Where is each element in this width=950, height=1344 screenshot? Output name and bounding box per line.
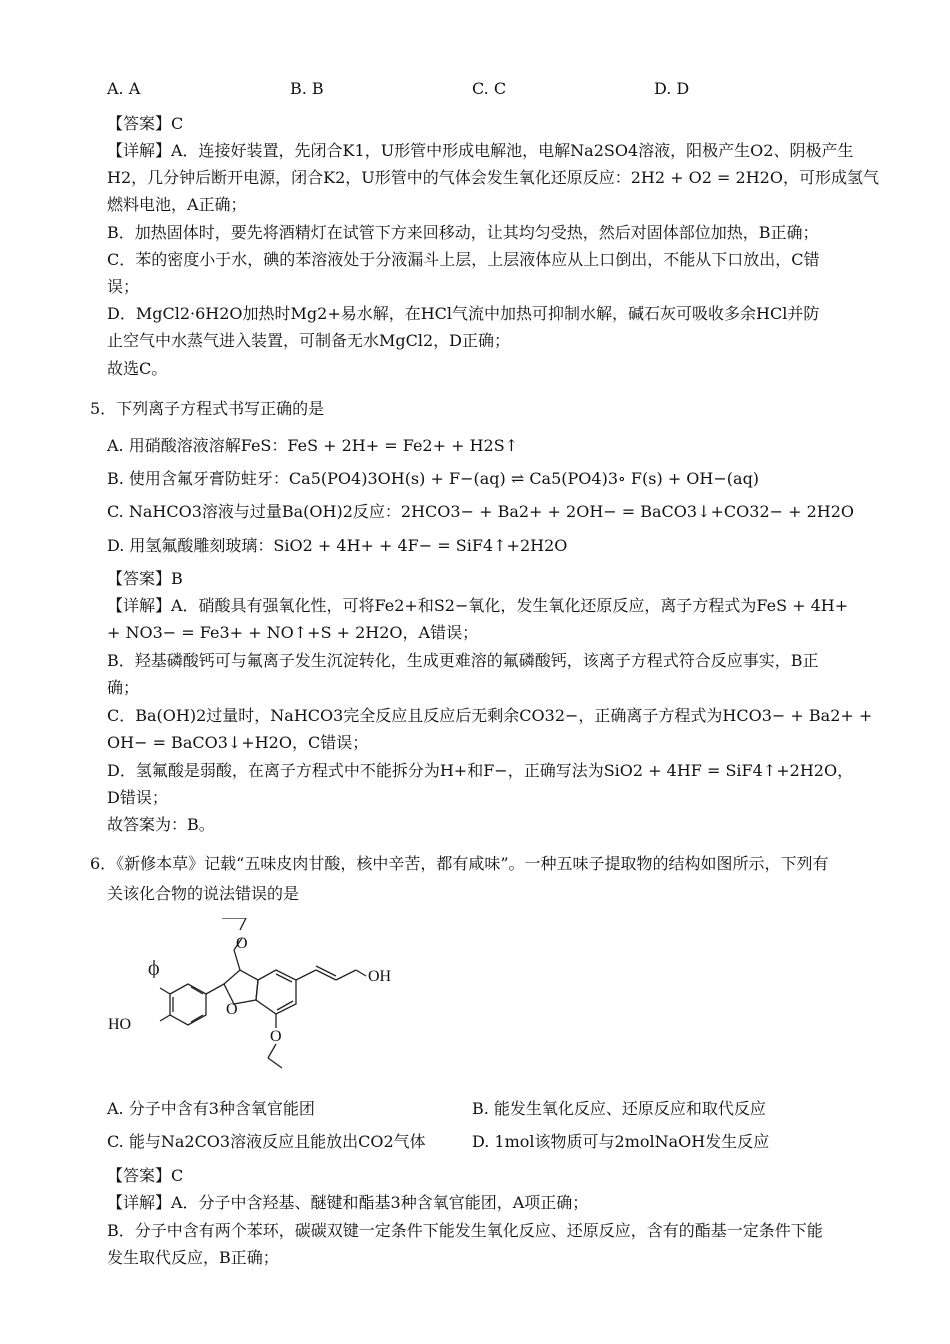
- q4-answer: 【答案】C: [107, 114, 184, 133]
- q6-detail-line: B．分子中含有两个苯环，碳碳双键一定条件下能发生氧化反应、还原反应，含有的酯基一定条件下能: [107, 1221, 823, 1240]
- q6-option-d: D. 1mol该物质可与2molNaOH发生反应: [472, 1132, 770, 1151]
- left-benzene-ring: [170, 984, 206, 1025]
- q5-detail-line: C．Ba(OH)2过量时，NaHCO3完全反应且反应后无剩余CO32−，正确离子方程式为HCO3− + Ba2+ +: [107, 706, 873, 725]
- q6-answer: 【答案】C: [107, 1166, 184, 1185]
- o-label: O: [270, 1028, 282, 1045]
- chemical-structure-diagram: [100, 918, 400, 1086]
- q4-option-b: B. B: [290, 79, 324, 98]
- q4-detail-line: 【详解】A．连接好装置，先闭合K1，U形管中形成电解池，电解Na2SO4溶液，阳极产生O2、阴极产生: [107, 141, 854, 160]
- q4-option-d: D. D: [654, 79, 690, 98]
- q6-detail-line: 发生取代反应，B正确；: [107, 1248, 279, 1267]
- q5-detail-line: 【详解】A．硝酸具有强氧化性，可将Fe2+和S2−氧化，发生氧化还原反应，离子方程式为FeS + 4H+: [107, 596, 849, 615]
- q6-option-b: B. 能发生氧化反应、还原反应和取代反应: [472, 1099, 766, 1118]
- q4-detail-line: 误；: [107, 277, 140, 296]
- q5-option-d: D. 用氢氟酸雕刻玻璃：SiO2 + 4H+ + 4F− = SiF4↑+2H2O: [107, 536, 568, 555]
- q5-detail-line: 确；: [107, 678, 140, 697]
- q5-detail-line: OH− = BaCO3↓+H2O，C错误；: [107, 733, 369, 752]
- q5-detail-line: + NO3− = Fe3+ + NO↑+S + 2H2O，A错误；: [107, 623, 479, 642]
- q4-detail-line: C．苯的密度小于水，碘的苯溶液处于分液漏斗上层，上层液体应从上口倒出，不能从下口放出，C错: [107, 250, 820, 269]
- q5-stem: 5．下列离子方程式书写正确的是: [90, 399, 325, 418]
- q5-detail-line: D错误；: [107, 788, 168, 807]
- q6-stem-line: 关该化合物的说法错误的是: [107, 884, 300, 903]
- o-label: O: [236, 935, 248, 952]
- q5-detail-line: 故答案为：B。: [107, 815, 215, 834]
- q5-option-a: A. 用硝酸溶液溶解FeS：FeS + 2H+ = Fe2+ + H2S↑: [107, 436, 519, 455]
- q4-detail-line: 故选C。: [107, 359, 168, 378]
- q5-option-c: C. NaHCO3溶液与过量Ba(OH)2反应：2HCO3− + Ba2+ + 2OH− = BaCO3↓+CO32− + 2H2O: [107, 502, 855, 521]
- q6-option-c: C. 能与Na2CO3溶液反应且能放出CO2气体: [107, 1132, 426, 1151]
- o-label: O: [226, 1001, 238, 1018]
- o-label: O: [148, 962, 160, 979]
- q5-answer: 【答案】B: [107, 569, 183, 588]
- q6-detail-line: 【详解】A．分子中含羟基、醚键和酯基3种含氧官能团，A项正确；: [107, 1193, 589, 1212]
- oh-label: OH: [368, 968, 392, 985]
- dihydrofuran-ring: [224, 970, 258, 1004]
- ho-label: HO: [108, 1016, 132, 1033]
- q5-detail-line: B．羟基磷酸钙可与氟离子发生沉淀转化，生成更难溶的氟磷酸钙，该离子方程式符合反应事实，B正: [107, 651, 819, 670]
- q4-detail-line: D．MgCl2·6H2O加热时Mg2+易水解，在HCl气流中加热可抑制水解，碱石灰可吸收多余HCl并防: [107, 304, 820, 323]
- q4-detail-line: H2，几分钟后断开电源，闭合K2，U形管中的气体会发生氧化还原反应：2H2 + O2 = 2H2O，可形成氢气: [107, 168, 879, 187]
- q4-detail-line: B．加热固体时，要先将酒精灯在试管下方来回移动，让其均匀受热，然后对固体部位加热，B正确；: [107, 223, 819, 242]
- q4-detail-line: 止空气中水蒸气进入装置，可制备无水MgCl2，D正确；: [107, 331, 510, 350]
- q5-detail-line: D．氢氟酸是弱酸，在离子方程式中不能拆分为H+和F−，正确写法为SiO2 + 4HF = SiF4↑+2H2O，: [107, 761, 854, 780]
- q4-detail-line: 燃料电池，A正确；: [107, 195, 247, 214]
- q4-option-a: A. A: [107, 79, 141, 98]
- q6-stem-line: 6．《新修本草》记载“五味皮肉甘酸，核中辛苦，都有咸味”。一种五味子提取物的结构如图所示，下列有: [90, 854, 829, 873]
- q6-option-a: A. 分子中含有3种含氧官能团: [107, 1099, 315, 1118]
- right-benzene-ring: [256, 970, 296, 1014]
- q4-option-c: C. C: [472, 79, 507, 98]
- q5-option-b: B. 使用含氟牙膏防蛀牙：Ca5(PO4)3OH(s) + F−(aq) ⇌ Ca5(PO4)3∘ F(s) + OH−(aq): [107, 469, 760, 488]
